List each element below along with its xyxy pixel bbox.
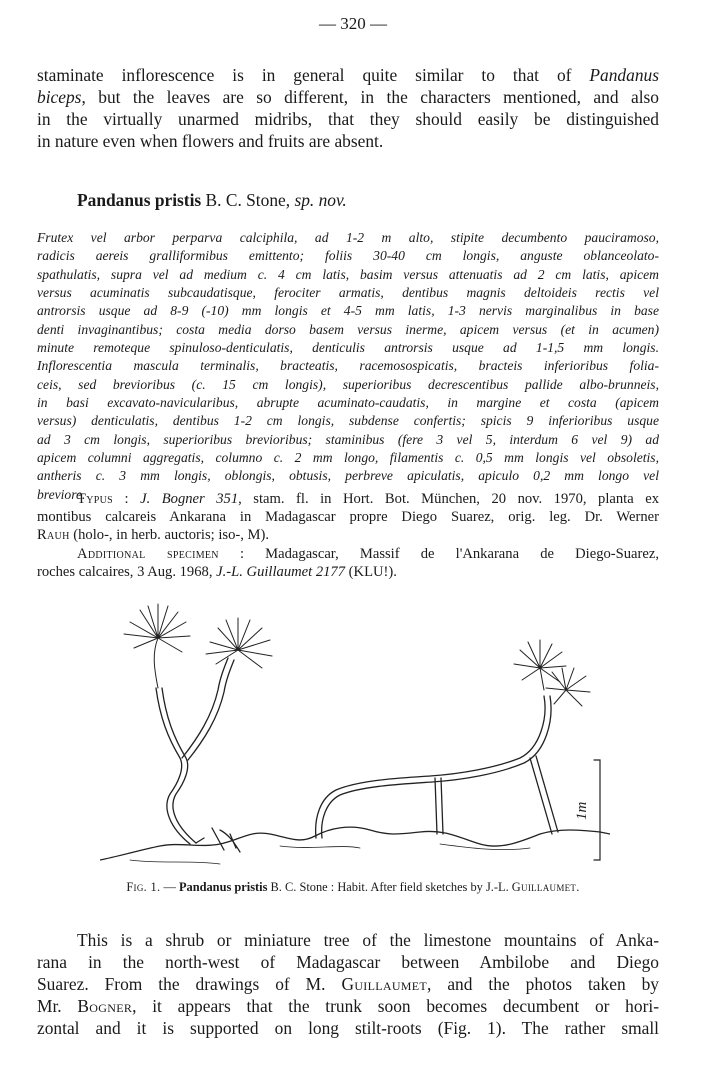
habit-figure bbox=[100, 598, 610, 872]
left-crown-2 bbox=[206, 618, 272, 668]
body-paragraph bbox=[37, 929, 659, 1039]
latin-line: Frutex vel arbor perparva calciphila, ad 1-2 m alto, stipite decumbento pauciramoso, bbox=[37, 230, 659, 245]
scale-bar bbox=[594, 760, 600, 860]
page-number: — 320 — bbox=[319, 14, 387, 33]
right-stilt-root bbox=[435, 778, 443, 834]
latin-line: minute remoteque spinuloso-denticulatis, denticulis antrorsis usque ad 1-1,5 mm longis. bbox=[37, 340, 659, 356]
species-name: Pandanus pristis bbox=[77, 190, 202, 210]
additional-line-1: Additional specimen : Madagascar, Massif de l'Ankarana de Diego-Suarez, bbox=[77, 545, 660, 562]
left-trunk-inner bbox=[162, 688, 196, 843]
right-trunk bbox=[316, 696, 545, 838]
ground-texture bbox=[130, 844, 530, 864]
species-status: sp. nov. bbox=[294, 190, 347, 210]
latin-line: apicem columni aggregatis, columno c. 2 mm longo, filamentis c. 0,5 mm longis vel obsoletis, bbox=[37, 450, 659, 466]
right-crown-1 bbox=[514, 640, 566, 690]
left-crown-1 bbox=[124, 604, 190, 688]
latin-description bbox=[37, 229, 659, 504]
intro-paragraph bbox=[37, 64, 659, 152]
latin-line: spathulatis, supra vel ad medium c. 4 cm latis, basim versus attenuatis ad 2 cm latis, apicem bbox=[37, 266, 659, 282]
body-line-3: Suarez. From the drawings of M. Guillaumet, and the photos taken by bbox=[37, 974, 659, 994]
typus-label: Typus bbox=[77, 491, 113, 507]
right-crown-2 bbox=[546, 668, 590, 706]
body-line-5: zontal and it is supported on long stilt-roots (Fig. 1). The rather small bbox=[37, 1018, 659, 1038]
body-line-4: Mr. Bogner, it appears that the trunk soon becomes decumbent or hori- bbox=[37, 996, 659, 1016]
latin-line: ceis, sed brevioribus (c. 15 cm longis), superioribus decrescentibus pallide albo-brunneis, bbox=[37, 376, 659, 392]
typus-line-3: Rauh (holo-, in herb. auctoris; iso-, M). bbox=[37, 527, 270, 544]
figure-caption: Fig. 1. — Pandanus pristis B. C. Stone : Habit. After field sketches by J.-L. Guillaumet. bbox=[126, 880, 580, 894]
left-branch-right bbox=[182, 658, 228, 758]
left-trunk bbox=[156, 688, 190, 844]
scale-label: 1m bbox=[574, 801, 590, 820]
intro-line-4: in nature even when flowers and fruits are absent. bbox=[37, 131, 384, 151]
ground-line bbox=[100, 827, 610, 860]
intro-line-2: biceps, but the leaves are so different, in the characters mentioned, and also bbox=[37, 87, 659, 107]
latin-line: antheris c. 3 mm longis, oblongis, obtusis, perbreve apiculatis, apiculo 0,2 mm longo vel bbox=[37, 468, 659, 484]
latin-line: breviore. bbox=[37, 486, 86, 502]
additional-line-2: roches calcaires, 3 Aug. 1968, J.-L. Guillaumet 2177 (KLU!). bbox=[37, 563, 397, 580]
species-heading bbox=[77, 190, 347, 211]
typus-line-2: montibus calcareis Ankarana in Madagascar propre Diego Suarez, orig. leg. Dr. Werner bbox=[37, 509, 659, 526]
latin-line: versus) denticulatis, dentibus 1-2 cm longis, subdense confertis; spicis 9 inferioribus usque bbox=[37, 413, 659, 429]
body-line-1: This is a shrub or miniature tree of the limestone mountains of Anka- bbox=[77, 930, 659, 950]
latin-line: Inflorescentia mascula terminalis, bracteatis, racemosospicatis, bracteis inferioribus folia- bbox=[37, 358, 659, 374]
latin-line: ad 3 cm longis, superioribus brevioribus; staminibus (fere 3 vel 5, interdum 6 vel 9) ad bbox=[37, 431, 659, 447]
latin-line: antrorsis usque ad 8-9 (-10) mm longis et 4-5 mm latis, 1-3 nervis marginalibus in base bbox=[37, 303, 659, 319]
body-line-2: rana in the north-west of Madagascar between Ambilobe and Diego bbox=[37, 952, 659, 972]
additional-label: Additional specimen bbox=[77, 545, 219, 562]
left-stilt-root bbox=[212, 828, 236, 850]
typus-line-1: Typus : J. Bogner 351, stam. fl. in Hort. Bot. München, 20 nov. 1970, planta ex bbox=[77, 491, 659, 507]
intro-line-1: staminate inflorescence is in general quite similar to that of Pandanus bbox=[37, 65, 659, 85]
specimen-citations bbox=[37, 490, 659, 581]
latin-line: radicis aereis gralliformibus emittento; foliis 30-40 cm longis, anguste oblanceolato- bbox=[37, 248, 659, 264]
species-author: B. C. Stone, bbox=[201, 190, 295, 210]
latin-line: versus acuminatis subcaudatisque, ferociter armatis, dentibus magnis deltoideis rectis vel bbox=[37, 285, 659, 301]
habit-drawing bbox=[100, 598, 610, 872]
right-stilt-root bbox=[530, 756, 558, 834]
intro-line-3: in the virtually unarmed midribs, that they should easily be distinguished bbox=[37, 109, 659, 129]
latin-line: denti invaginantibus; costa media dorso basem versus inerme, apicem versus (et in acumen) bbox=[37, 321, 659, 337]
latin-line: in basi excavato-navicularibus, abrupte acuminato-caudatis, in margine et costa (apicem bbox=[37, 395, 659, 411]
